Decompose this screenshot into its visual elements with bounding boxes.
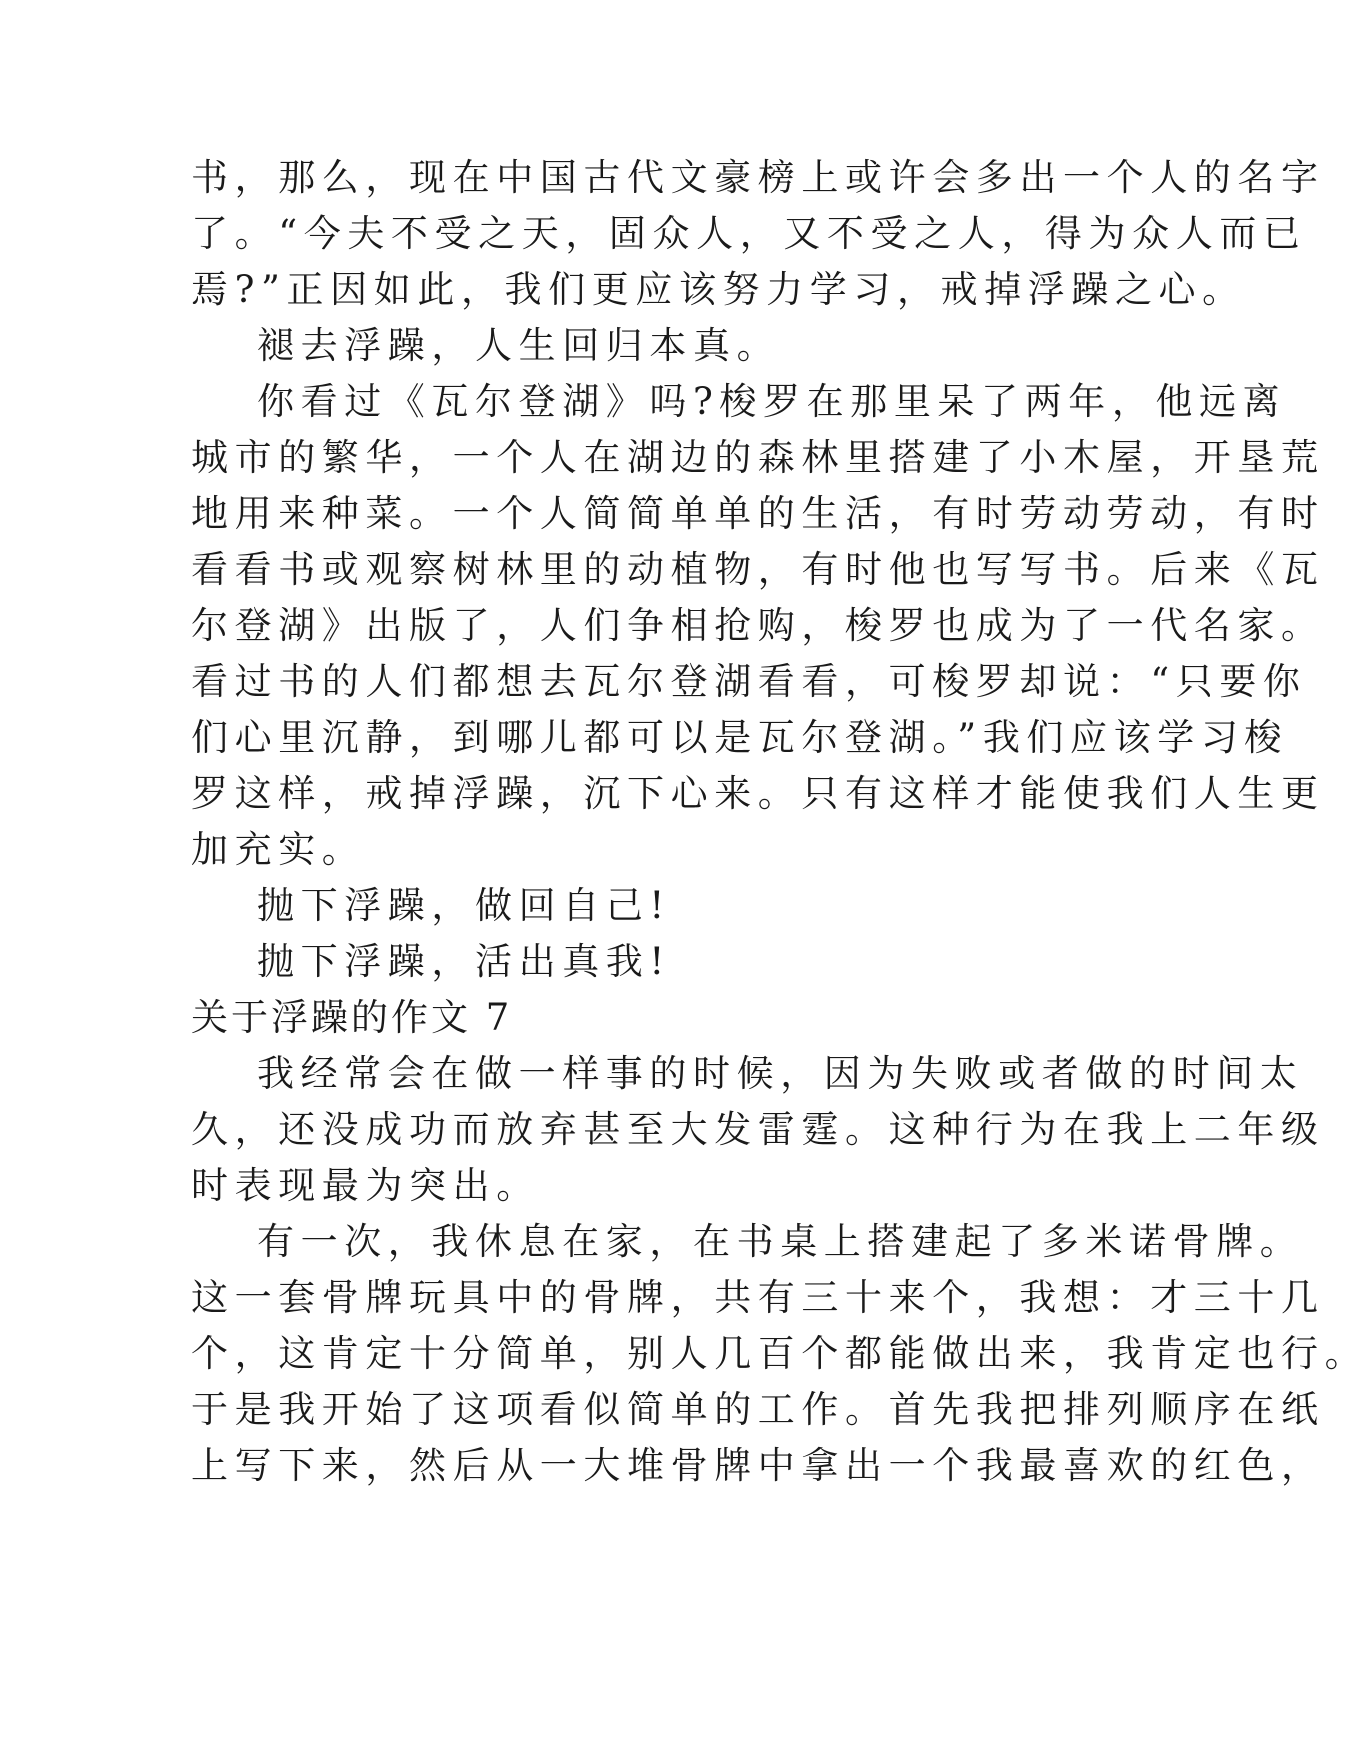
paragraph-line: 这一套骨牌玩具中的骨牌，共有三十来个，我想：才三十几 — [191, 1276, 1325, 1319]
paragraph-line: 地用来种菜。一个人简简单单的生活，有时劳动劳动，有时 — [191, 492, 1325, 535]
paragraph-line: 加充实。 — [191, 828, 366, 871]
paragraph-line: 了。“今夫不受之天，固众人，又不受之人，得为众人而已 — [191, 212, 1307, 255]
paragraph-line: 抛下浮躁，活出真我! — [257, 940, 671, 983]
paragraph-line: 看看书或观察树林里的动植物，有时他也写写书。后来《瓦 — [191, 548, 1325, 591]
paragraph-line: 看过书的人们都想去瓦尔登湖看看，可梭罗却说：“只要你 — [191, 660, 1307, 703]
paragraph-line: 褪去浮躁，人生回归本真。 — [257, 324, 781, 367]
paragraph-line: 罗这样，戒掉浮躁，沉下心来。只有这样才能使我们人生更 — [191, 772, 1325, 815]
section-heading: 关于浮躁的作文 7 — [191, 996, 513, 1039]
paragraph-line: 于是我开始了这项看似简单的工作。首先我把排列顺序在纸 — [191, 1388, 1325, 1431]
paragraph-line: 城市的繁华，一个人在湖边的森林里搭建了小木屋，开垦荒 — [191, 436, 1325, 479]
paragraph-line: 时表现最为突出。 — [191, 1164, 540, 1207]
paragraph-line: 书，那么，现在中国古代文豪榜上或许会多出一个人的名字 — [191, 156, 1325, 199]
paragraph-line: 焉?”正因如此，我们更应该努力学习，戒掉浮躁之心。 — [191, 268, 1246, 311]
paragraph-line: 我经常会在做一样事的时候，因为失败或者做的时间太 — [257, 1052, 1304, 1095]
paragraph-line: 久，还没成功而放弃甚至大发雷霆。这种行为在我上二年级 — [191, 1108, 1325, 1151]
paragraph-line: 有一次，我休息在家，在书桌上搭建起了多米诺骨牌。 — [257, 1220, 1304, 1263]
paragraph-line: 尔登湖》出版了，人们争相抢购，梭罗也成为了一代名家。 — [191, 604, 1325, 647]
paragraph-line: 你看过《瓦尔登湖》吗?梭罗在那里呆了两年，他远离 — [257, 380, 1287, 423]
paragraph-line: 抛下浮躁，做回自己! — [257, 884, 671, 927]
paragraph-line: 们心里沉静，到哪儿都可以是瓦尔登湖。”我们应该学习梭 — [191, 716, 1289, 759]
paragraph-line: 个，这肯定十分简单，别人几百个都能做出来，我肯定也行。 — [191, 1332, 1368, 1375]
paragraph-line: 上写下来，然后从一大堆骨牌中拿出一个我最喜欢的红色， — [191, 1444, 1325, 1487]
